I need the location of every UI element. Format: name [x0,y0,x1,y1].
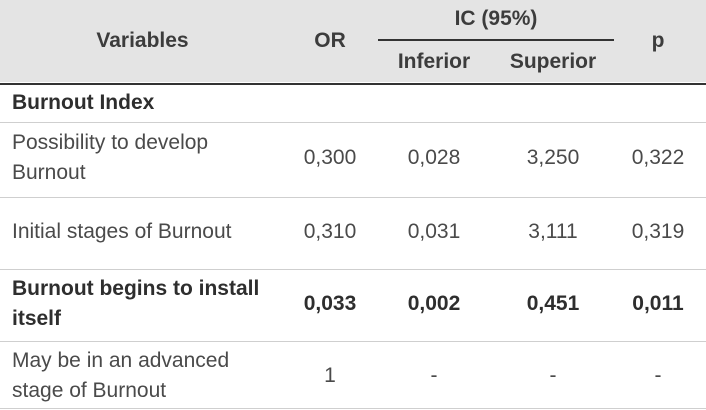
row-superior: 0,451 [526,292,580,315]
section-title: Burnout Index [12,91,155,114]
row-divider [0,197,706,198]
row-superior: 3,111 [528,220,578,243]
row-variable: Possibility to develop Burnout [12,131,209,184]
row-or: 0,310 [303,220,357,243]
row-divider [0,341,706,342]
row-variable: May be in an advanced stage of Burnout [12,349,230,402]
row-inferior: - [430,364,438,387]
row-p: 0,322 [631,146,685,169]
row-superior: 3,250 [526,146,580,169]
col-header-p: p [651,29,665,52]
col-header-ci: IC (95%) [454,7,538,30]
header-bottom-rule [0,83,706,85]
row-or: 0,300 [303,146,357,169]
row-or: 1 [324,364,336,387]
row-variable: Initial stages of Burnout [12,220,232,243]
row-inferior: 0,002 [407,292,461,315]
row-or: 0,033 [303,292,357,315]
row-variable: Burnout begins to install itself [12,277,260,330]
table-bottom-rule [0,408,706,409]
col-header-or: OR [314,29,346,52]
ci-divider [378,39,614,41]
row-inferior: 0,028 [407,146,461,169]
row-p: - [654,364,662,387]
row-p: 0,011 [632,292,684,315]
row-superior: - [549,364,557,387]
col-header-superior: Superior [509,50,597,73]
row-divider [0,122,706,123]
col-header-inferior: Inferior [397,50,471,73]
row-inferior: 0,031 [407,220,461,243]
row-p: 0,319 [631,220,685,243]
row-divider [0,269,706,270]
col-header-variables: Variables [96,29,189,52]
